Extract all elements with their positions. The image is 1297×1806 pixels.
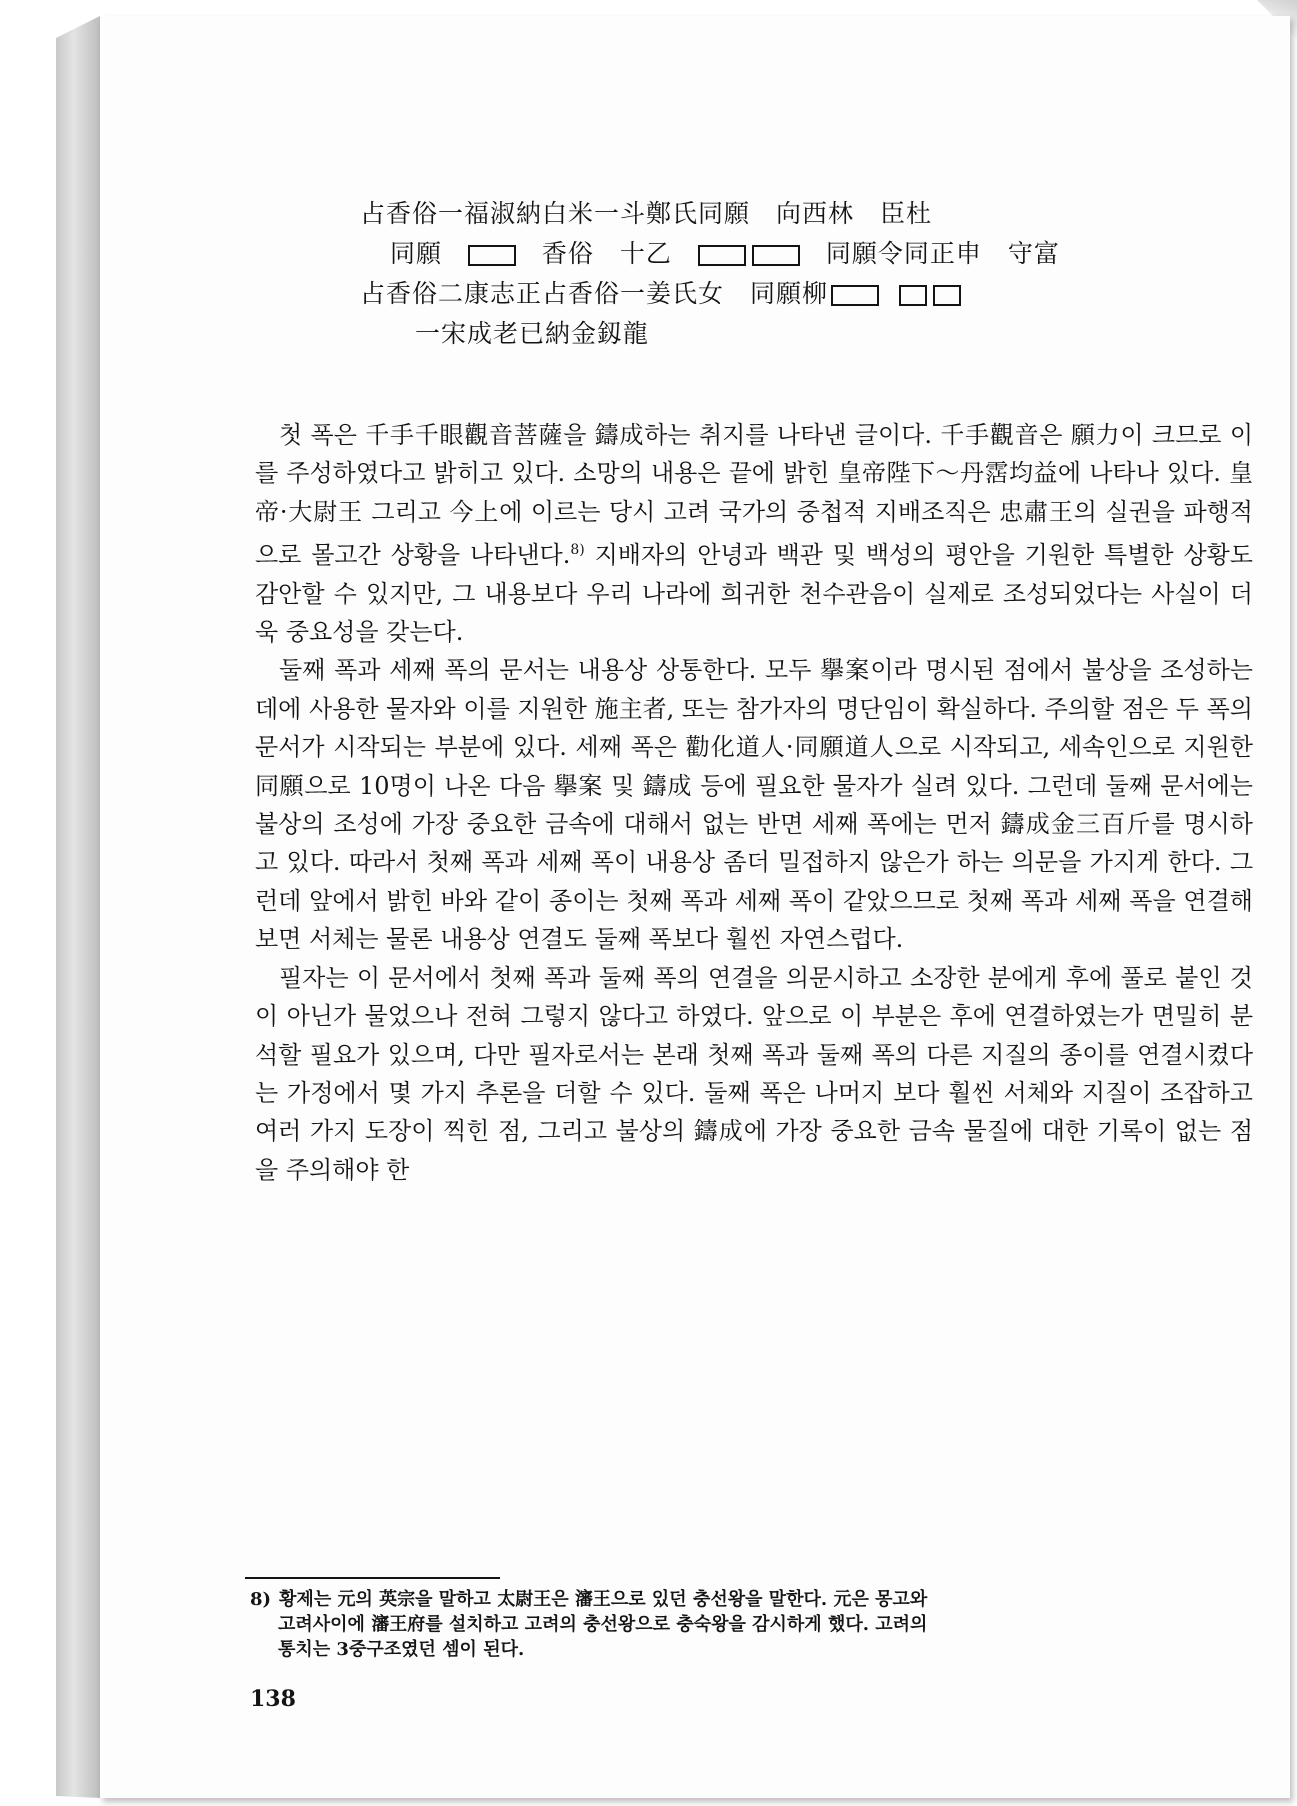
inscription-text: 同願 (390, 239, 443, 268)
inscription-line-3 (360, 274, 1160, 314)
footnote (250, 1587, 1240, 1662)
missing-character-box (698, 245, 746, 266)
inscription-line-1: 占香俗一福淑納白米一斗鄭氏同願 向西林 臣杜 (360, 199, 933, 228)
inscription-block (360, 194, 1160, 354)
footnote-reference: 8) (570, 542, 585, 559)
footnote-line: 8) 황제는 元의 英宗을 말하고 太尉王은 瀋王으로 있던 충선왕을 말한다. 元은 몽고와 (250, 1589, 928, 1610)
missing-character-box (752, 245, 800, 266)
footnote-line: 고려사이에 瀋王府를 설치하고 고려의 충선왕으로 충숙왕을 감시하게 했다. 고려의 (278, 1614, 928, 1635)
body-text (255, 416, 1253, 1189)
inscription-line-4: 一宋成老已納金釼龍 (415, 319, 650, 348)
inscription-text: 香俗 十乙 (541, 239, 672, 268)
footnote-line: 통치는 3중구조였던 셈이 된다. (278, 1639, 525, 1660)
footnote-divider (245, 1577, 500, 1579)
paragraph: 둘째 폭과 세째 폭의 문서는 내용상 상통한다. 모두 擧案이라 명시된 점에서 불상을 조성하는 데에 사용한 물자와 이를 지원한 施主者, 또는 참가자의 명단임이 확실하다. 주의할 점은 두 폭의 문서가 시작되는 부분에 있다. 세째 폭은 勸化道人·同願道人으로 시작되고, 세속인으로 지원한 同願으로 10명이 나온 다음 擧案 및 鑄成 등에 필요한 물자가 실려 있다. 그런데 둘째 문서에는 불상의 조성에 가장 중요한 금속에 대해서 없는 반면 세째 폭에는 먼저 鑄成金三百斤를 명시하고 있다. 따라서 첫째 폭과 세째 폭이 내용상 좀더 밀접하지 않은가 하는 의문을 가지게 한다. 그런데 앞에서 밝힌 바와 같이 종이는 첫째 폭과 세째 폭이 같았으므로 첫째 폭과 세째 폭을 연결해 보면 서체는 물론 내용상 연결도 둘째 폭보다 훨씬 자연스럽다. (255, 656, 1253, 954)
inscription-text: 占香俗二康志正占香俗一姜氏女 同願柳 (360, 279, 829, 308)
missing-character-box (831, 285, 879, 306)
book-page (100, 16, 1290, 1798)
missing-character-box (933, 285, 961, 306)
page-number: 138 (250, 1686, 296, 1712)
paragraph: 첫 폭은 千手千眼觀音菩薩을 鑄成하는 취지를 나타낸 글이다. 千手觀音은 願力이 크므로 이를 주성하였다고 밝히고 있다. 소망의 내용은 끝에 밝힌 皇帝陛下～丹霑均益에 나타나 있다. 皇帝·大尉王 그리고 今上에 이르는 당시 고려 국가의 중첩적 지배조직은 忠肅王의 실권을 파행적으로 몰고간 상황을 나타낸다.$^{8)}$ 지배자의 안녕과 백관 및 백성의 평안을 기원한 특별한 상황도 감안할 수 있지만, 그 내용보다 우리 나라에 희귀한 천수관음이 실제로 조성되었다는 사실이 더욱 중요성을 갖는다. (255, 421, 1253, 647)
paragraph: 필자는 이 문서에서 첫째 폭과 둘째 폭의 연결을 의문시하고 소장한 분에게 후에 풀로 붙인 것이 아닌가 물었으나 전혀 그렇지 않다고 하였다. 앞으로 이 부분은 후에 연결하였는가 면밀히 분석할 필요가 있으며, 다만 필자로서는 본래 첫째 폭과 둘째 폭의 다른 지질의 종이를 연결시켰다는 가정에서 몇 가지 추론을 더할 수 있다. 둘째 폭은 나머지 보다 훨씬 서체와 지질이 조잡하고 여러 가지 도장이 찍힌 점, 그리고 불상의 鑄成에 가장 중요한 금속 물질에 대한 기록이 없는 점을 주의해야 한 (255, 963, 1253, 1184)
book-edge (56, 16, 100, 1798)
missing-character-box (899, 285, 927, 306)
inscription-line-2 (390, 234, 1160, 274)
missing-character-box (468, 245, 516, 266)
inscription-text: 同願令同正申 守富 (825, 239, 1060, 268)
footnote-mark: 8) (250, 1589, 272, 1610)
